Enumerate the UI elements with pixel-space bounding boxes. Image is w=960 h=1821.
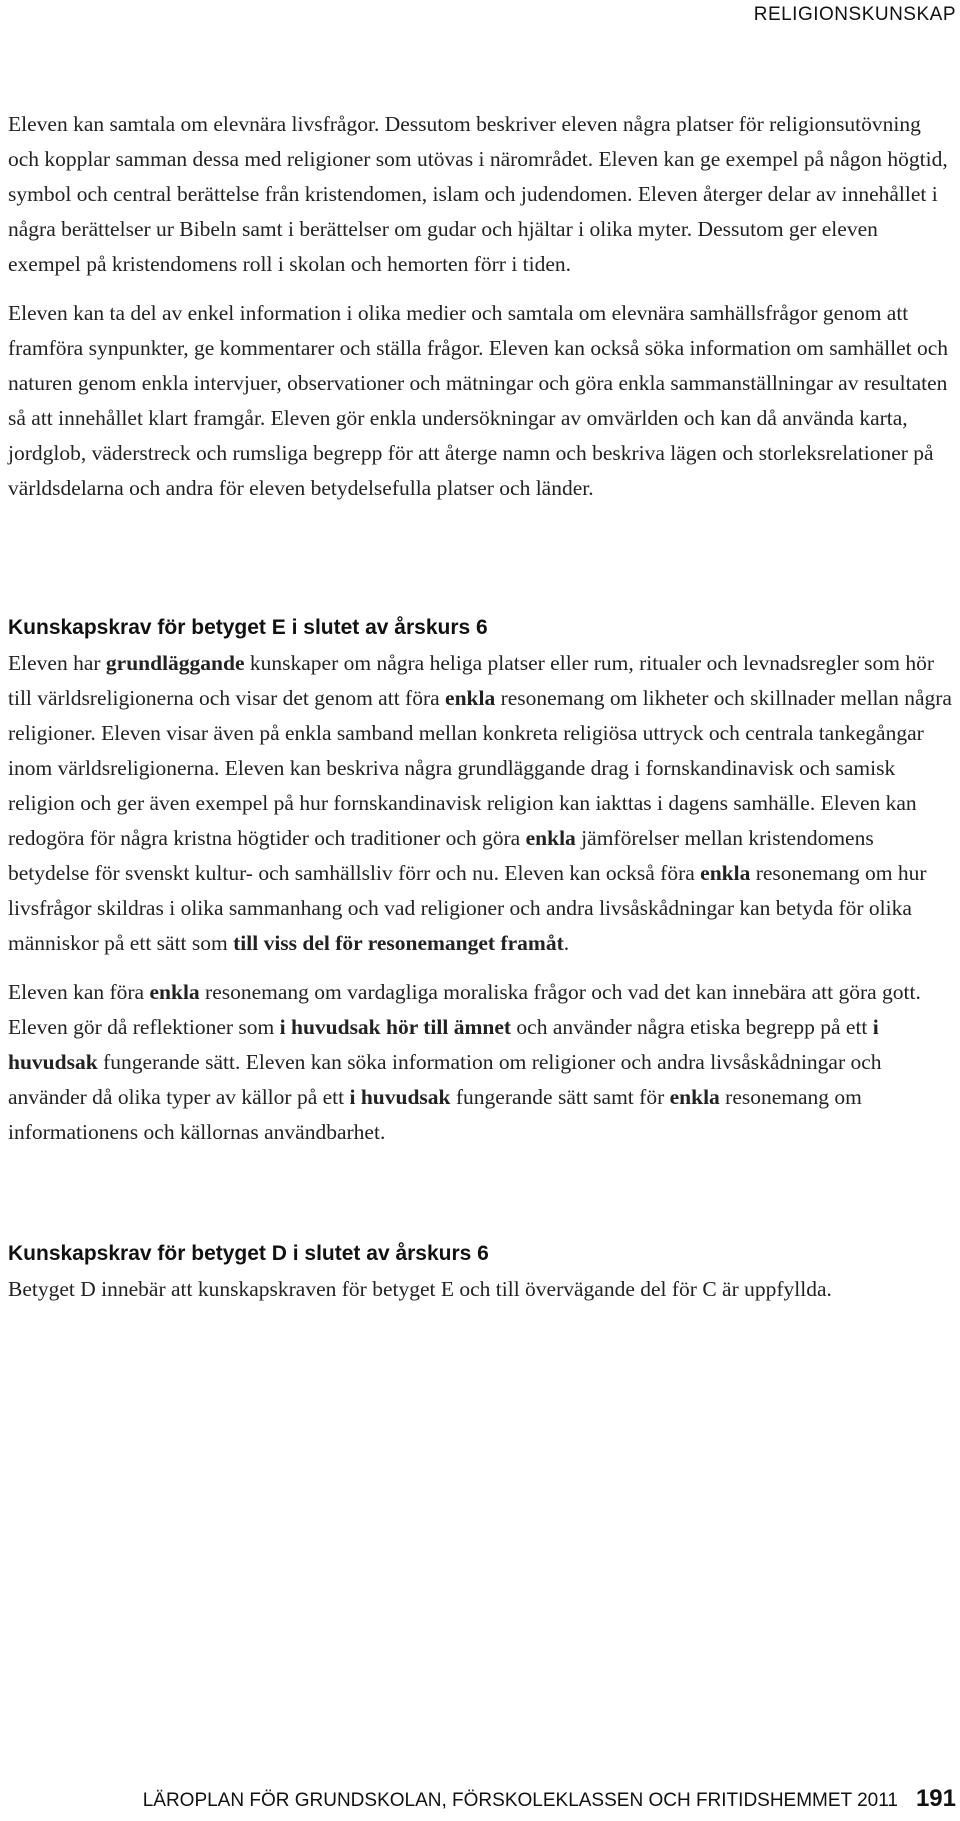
intro-section [8, 107, 952, 506]
intro-paragraph-1: Eleven kan samtala om elevnära livsfrågor. Dessutom beskriver eleven några platser för religionsutövning och kopplar samman dessa med religioner som utövas i närområdet. Eleven kan ge exempel på någon högtid, symbol och central berättelse från kristendomen, islam och judendomen. Eleven återger delar av innehållet i några berättelser ur Bibeln samt i berättelser om gudar och hjältar i olika myter. Dessutom ger eleven exempel på kristendomens roll i skolan och hemorten förr i tiden. [8, 112, 948, 276]
grade-d-heading: Kunskapskrav för betyget D i slutet av årskurs 6 [8, 1242, 489, 1265]
grade-e-paragraph-2: Eleven kan föra enkla resonemang om vardagliga moraliska frågor och vad det kan innebära att göra gott. Eleven gör då reflektioner som i huvudsak hör till ämnet och använder några etiska begrepp på ett i huvudsak fungerande sätt. Eleven kan söka information om religioner och andra livsåskådningar och använder då olika typer av källor på ett i huvudsak fungerande sätt samt för enkla resonemang om informationens och källornas användbarhet. [8, 980, 921, 1144]
grade-d-paragraph: Betyget D innebär att kunskapskraven för betyget E och till övervägande del för C är uppfyllda. [8, 1277, 832, 1301]
grade-e-section [8, 614, 952, 1150]
page-number: 191 [915, 1785, 956, 1812]
page-footer [66, 1785, 956, 1813]
grade-e-paragraph-1: Eleven har grundläggande kunskaper om några heliga platser eller rum, ritualer och levnadsregler som hör till världsreligionerna och visar det genom att föra enkla resonemang om likheter och skillnader mellan några religioner. Eleven visar även på enkla samband mellan konkreta religiösa uttryck och centrala tankegångar inom världsreligionerna. Eleven kan beskriva några grundläggande drag i fornskandinavisk och samisk religion och ger även exempel på hur fornskandinavisk religion kan iakttas i dagens samhälle. Eleven kan redogöra för några kristna högtider och traditioner och göra enkla jämförelser mellan kristendomens betydelse för svenskt kultur- och samhällsliv förr och nu. Eleven kan också föra enkla resonemang om hur livsfrågor skildras i olika sammanhang och vad religioner och andra livsåskådningar kan betyda för olika människor på ett sätt som till viss del för resonemanget framåt. [8, 651, 952, 955]
grade-d-section [8, 1240, 952, 1307]
running-head: RELIGIONSKUNSKAP [753, 4, 956, 25]
intro-paragraph-2: Eleven kan ta del av enkel information i olika medier och samtala om elevnära samhällsfrågor genom att framföra synpunkter, ge kommentarer och ställa frågor. Eleven kan också söka information om samhället och naturen genom enkla intervjuer, observationer och mätningar och göra enkla sammanställningar av resultaten så att innehållet klart framgår. Eleven gör enkla undersökningar av omvärlden och kan då använda karta, jordglob, väderstreck och rumsliga begrepp för att återge namn och beskriva lägen och storleksrelationer på världsdelarna och andra för eleven betydelsefulla platser och länder. [8, 301, 949, 500]
grade-e-heading: Kunskapskrav för betyget E i slutet av årskurs 6 [8, 616, 488, 639]
footer-title: LÄROPLAN FÖR GRUNDSKOLAN, FÖRSKOLEKLASSEN OCH FRITIDSHEMMET 2011 [142, 1790, 898, 1811]
